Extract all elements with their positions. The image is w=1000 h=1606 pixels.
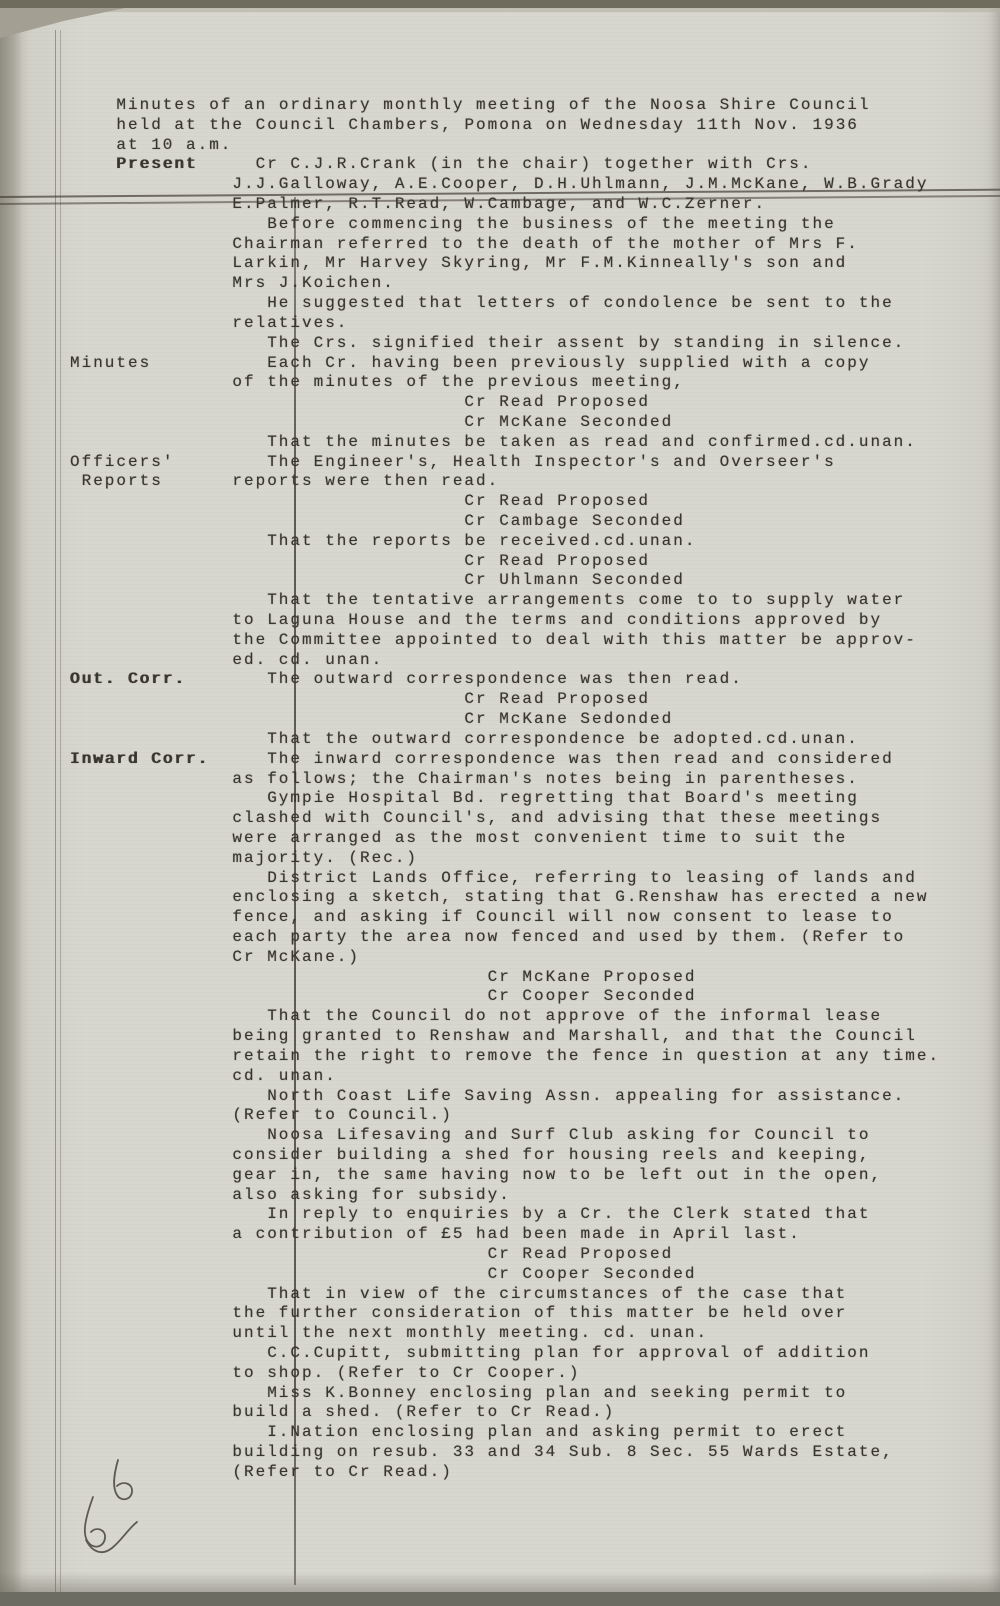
text-line: gear in, the same having now to be left out in the open, [232,1165,883,1184]
motion-line: Cr Read Proposed [487,1244,674,1263]
text-line: (Refer to Council.) [232,1106,453,1125]
text-line: That the tentative arrangements come to to supply water [267,591,906,610]
text-line: Noosa Lifesaving and Surf Club asking for Council to [267,1126,871,1145]
text-line: each party the area now fenced and used by them. (Refer to [232,928,906,947]
text-line: That the reports be received.cd.unan. [267,531,697,550]
text-line: E.Palmer, R.T.Read, W.Cambage, and W.C.Zerner. [232,195,767,214]
text-line: Chairman referred to the death of the mother of Mrs F. [232,234,859,253]
text-line: to Laguna House and the terms and conditions approved by [232,611,883,630]
text-line: Mrs J.Koichen. [232,274,395,293]
text-line: (Refer to Cr Read.) [232,1462,453,1481]
page-edge-left [0,0,30,1606]
text-line: North Coast Life Saving Assn. appealing for assistance. [267,1086,906,1105]
text-line: J.J.Galloway, A.E.Cooper, D.H.Uhlmann, J.M.McKane, W.B.Grady [232,175,929,194]
text-line: also asking for subsidy. [232,1185,511,1204]
heading-line: Minutes of an ordinary monthly meeting of the Noosa Shire Council [116,96,871,114]
text-line: relatives. [232,313,349,332]
text-line: build a shed. (Refer to Cr Read.) [232,1403,616,1422]
text-line: of the minutes of the previous meeting, [232,373,685,392]
motion-line: Cr Cooper Seconded [487,1264,697,1283]
margin-label: Out. Corr. [70,670,187,689]
text-line: Larkin, Mr Harvey Skyring, Mr F.M.Kinneally's son and [232,254,848,273]
motion-line: Cr McKane Proposed [487,967,697,986]
page-edge-top [0,0,1000,8]
text-line: Cr C.J.R.Crank (in the chair) together with Crs. [255,155,813,174]
text-line: He suggested that letters of condolence be sent to the [267,294,894,313]
text-line: to shop. (Refer to Cr Cooper.) [232,1363,581,1382]
text-line: Before commencing the business of the meeting the [267,214,836,233]
text-line: The Engineer's, Health Inspector's and Overseer's [267,452,836,471]
text-line: fence, and asking if Council will now consent to lease to [232,908,894,927]
margin-label: Inward Corr. [70,749,210,768]
margin-label: Officers' [70,452,175,471]
text-line: the Committee appointed to deal with this matter be approv- [232,630,917,649]
motion-line: Cr McKane Sedonded [464,710,674,729]
text-line: That the outward correspondence be adopted.cd.unan. [267,729,859,748]
text-line: until the next monthly meeting. cd. unan. [232,1324,709,1343]
text-line: clashed with Council's, and advising that these meetings [232,809,883,828]
text-line: The outward correspondence was then read. [267,670,743,689]
text-line: In reply to enquiries by a Cr. the Clerk stated that [267,1205,871,1224]
text-line: Miss K.Bonney enclosing plan and seeking permit to [267,1383,848,1402]
text-line: The inward correspondence was then read and considered [267,749,894,768]
handwritten-mark [40,1440,190,1590]
text-line: The Crs. signified their assent by standing in silence. [267,333,906,352]
text-line: being granted to Renshaw and Marshall, and that the Council [232,1027,917,1046]
text-line: as follows; the Chairman's notes being in parentheses. [232,769,859,788]
text-line: building on resub. 33 and 34 Sub. 8 Sec. 55 Wards Estate, [232,1443,894,1462]
text-line: reports were then read. [232,472,500,491]
margin-label: Present [116,155,198,174]
text-line: majority. (Rec.) [232,848,419,867]
text-line: a contribution of £5 had been made in April last. [232,1225,801,1244]
text-line: Gympie Hospital Bd. regretting that Board's meeting [267,789,859,808]
text-line: were arranged as the most convenient time to suit the [232,828,848,847]
motion-line: Cr Read Proposed [464,690,651,709]
text-line: enclosing a sketch, stating that G.Renshaw has erected a new [232,888,929,907]
text-line: ed. cd. unan. [232,650,384,669]
motion-line: Cr Cooper Seconded [487,987,697,1006]
text-line: That the minutes be taken as read and confirmed.cd.unan. [267,432,917,451]
motion-line: Cr Cambage Seconded [464,512,685,530]
motion-line: Cr McKane Seconded [464,412,674,431]
text-line: Cr McKane.) [232,947,361,966]
text-line: C.C.Cupitt, submitting plan for approval of addition [267,1344,871,1363]
text-line: District Lands Office, referring to leasing of lands and [267,868,917,887]
text-line: Each Cr. having been previously supplied with a copy [267,353,871,372]
page-edge-bottom [0,1592,1000,1606]
text-line: That the Council do not approve of the informal lease [267,1007,883,1026]
motion-line: Cr Uhlmann Seconded [464,571,685,590]
text-line: I.Nation enclosing plan and asking permit to erect [267,1423,848,1442]
motion-line: Cr Read Proposed [464,551,651,570]
motion-line: Cr Read Proposed [464,393,651,412]
text-line: retain the right to remove the fence in question at any time. [232,1046,941,1065]
heading-line: at 10 a.m. [116,135,233,154]
heading-line: held at the Council Chambers, Pomona on Wednesday 11th Nov. 1936 [116,115,859,134]
binding-rule-left-inner [60,30,61,1592]
binding-rule-left-outer [55,30,56,1592]
text-line: That in view of the circumstances of the case that [267,1284,848,1303]
page-edge-top-shadow [0,8,1000,12]
text-line: consider building a shed for housing reels and keeping, [232,1145,871,1164]
text-line: the further consideration of this matter be held over [232,1304,848,1323]
margin-label: Minutes [70,353,152,372]
text-line: cd. unan. [232,1066,337,1085]
motion-line: Cr Read Proposed [464,492,651,511]
margin-label: Reports [81,472,163,491]
